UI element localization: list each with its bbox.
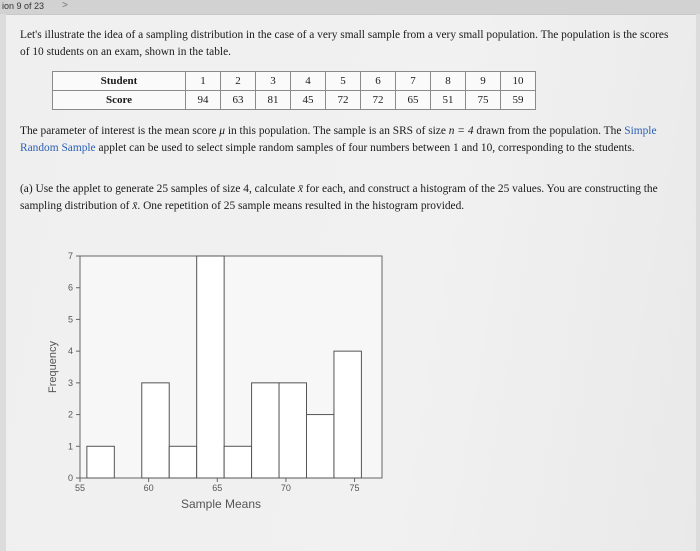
histogram-bar xyxy=(197,256,224,478)
part-a-paragraph xyxy=(20,181,680,215)
score-cell: 45 xyxy=(291,91,326,110)
student-row xyxy=(53,72,536,91)
histogram-chart xyxy=(42,238,392,528)
question-counter: ion 9 of 23 xyxy=(2,1,45,11)
score-cell: 75 xyxy=(466,91,501,110)
student-cell: 7 xyxy=(396,72,431,91)
parameter-paragraph xyxy=(20,123,680,157)
histogram-bar xyxy=(87,446,114,478)
score-cell: 65 xyxy=(396,91,431,110)
part-a-text-1: (a) Use the applet to generate 25 samples of size 4, calculate xyxy=(20,183,299,195)
next-question-arrow[interactable]: > xyxy=(62,0,68,11)
part-a-text-2: for each, and construct a histogram of the 25 values. You are constructing the sampling distribution of xyxy=(20,183,658,212)
histogram-bar xyxy=(334,351,361,478)
question-card xyxy=(6,14,696,551)
score-cell: 94 xyxy=(186,91,221,110)
x-tick-label: 60 xyxy=(143,483,154,493)
student-header: Student xyxy=(53,72,186,91)
y-tick-label: 2 xyxy=(67,409,73,420)
student-cell: 8 xyxy=(431,72,466,91)
x-tick-label: 75 xyxy=(349,483,360,493)
scores-table xyxy=(52,71,536,110)
y-tick-label: 7 xyxy=(67,251,73,261)
x-tick-label: 70 xyxy=(280,483,291,493)
y-axis-ticks xyxy=(68,251,80,483)
param-text-2: in this population. The sample is an SRS of size xyxy=(224,125,449,137)
x-axis-ticks xyxy=(75,478,360,493)
student-cell: 4 xyxy=(291,72,326,91)
y-tick-label: 3 xyxy=(67,377,73,388)
simple-random-sample-link[interactable]: Simple Random Sample xyxy=(20,125,657,154)
histogram-bar xyxy=(279,383,306,478)
score-cell: 59 xyxy=(501,91,536,110)
y-axis-label: Frequency xyxy=(47,341,59,393)
score-cell: 51 xyxy=(431,91,466,110)
xbar-symbol: x̄ xyxy=(132,200,138,212)
y-tick-label: 5 xyxy=(67,314,73,325)
histogram-bar xyxy=(142,383,169,478)
question-nav xyxy=(0,0,700,14)
mu-symbol: μ xyxy=(219,125,225,137)
score-cell: 81 xyxy=(256,91,291,110)
student-cell: 2 xyxy=(221,72,256,91)
y-tick-label: 0 xyxy=(67,473,73,483)
score-header: Score xyxy=(53,91,186,110)
student-cell: 9 xyxy=(466,72,501,91)
score-row xyxy=(53,91,536,110)
param-text-3: drawn from the population. The xyxy=(473,125,625,137)
intro-paragraph: Let's illustrate the idea of a sampling distribution in the case of a very small sample from a very small population. The population is the scores of 10 students on an exam, shown in the table. xyxy=(20,29,669,58)
y-tick-label: 4 xyxy=(67,346,73,357)
histogram-bar xyxy=(252,383,279,478)
x-tick-label: 55 xyxy=(74,483,86,493)
y-tick-label: 6 xyxy=(67,282,73,293)
score-cell: 72 xyxy=(326,91,361,110)
x-tick-label: 65 xyxy=(212,483,223,493)
sample-size: n = 4 xyxy=(448,125,474,137)
student-cell: 3 xyxy=(256,72,291,91)
histogram-bar xyxy=(169,446,196,478)
xbar-symbol: x̄ xyxy=(298,183,304,195)
part-a-text-3: . One repetition of 25 sample means resulted in the histogram provided. xyxy=(137,200,465,212)
param-text-1: The parameter of interest is the mean score xyxy=(20,125,220,137)
student-cell: 6 xyxy=(361,72,396,91)
histogram-bar xyxy=(307,415,334,478)
student-cell: 10 xyxy=(501,72,536,91)
score-cell: 63 xyxy=(221,91,256,110)
param-text-4: applet can be used to select simple random samples of four numbers between 1 and 10, corresponding to the students. xyxy=(95,142,635,154)
student-cell: 1 xyxy=(186,72,221,91)
x-axis-label: Sample Means xyxy=(180,497,262,511)
score-cell: 72 xyxy=(361,91,396,110)
student-cell: 5 xyxy=(326,72,361,91)
histogram-bar xyxy=(224,446,251,478)
y-tick-label: 1 xyxy=(67,441,73,452)
